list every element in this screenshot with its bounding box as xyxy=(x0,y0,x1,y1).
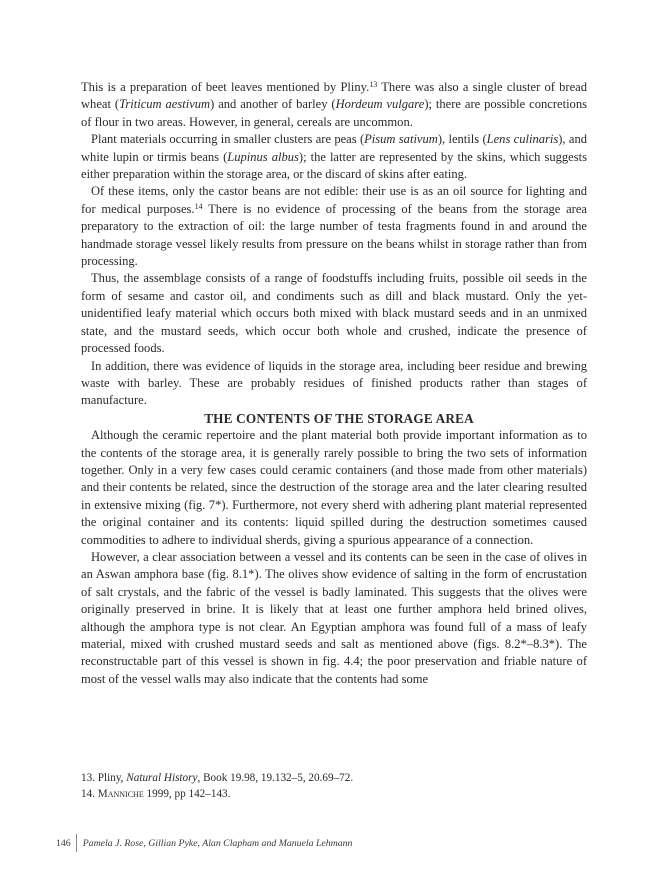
small-caps-text: Manniche xyxy=(97,788,144,800)
italic-text: Natural History xyxy=(126,772,198,784)
body-text xyxy=(81,79,587,688)
text-run: 14. xyxy=(81,788,98,800)
text-run: Plant materials occurring in smaller clusters are peas ( xyxy=(91,132,365,147)
text-run: ), and white lupin or tirmis beans ( xyxy=(81,132,587,164)
text-run: ) and another of barley ( xyxy=(210,97,336,112)
paragraph xyxy=(81,549,587,688)
footer-divider xyxy=(76,834,77,852)
text-run: This is a preparation of beet leaves mentioned by Pliny. xyxy=(81,80,370,94)
italic-text: Hordeum vulgare xyxy=(335,97,425,112)
italic-text: Lens culinaris xyxy=(486,132,559,147)
footnote-ref: 14 xyxy=(194,201,203,211)
italic-text: Pisum sativum xyxy=(364,132,438,147)
text-run: ), lentils ( xyxy=(437,132,487,147)
footnote xyxy=(81,786,587,802)
footnote xyxy=(81,770,587,786)
paragraphs-before xyxy=(81,79,587,410)
text-run: There is no evidence of processing of the beans from the storage area preparatory to the extraction of oil: the large number of testa fragments found in and around the handmade storage vessel likely results from pressure on the beans whilst in storage rather than from processing. xyxy=(81,201,587,269)
paragraph xyxy=(81,131,587,183)
text-run: , Book 19.98, 19.132–5, 20.69–72. xyxy=(197,772,354,784)
paragraphs-after xyxy=(81,427,587,688)
footnote-ref: 13 xyxy=(369,80,378,89)
text-run: ); the latter are represented by the skins, which suggests either preparation within the storage area, or the discard of skins after eating. xyxy=(81,149,587,182)
page-number: 146 xyxy=(56,837,71,849)
paragraph xyxy=(81,358,587,410)
text-run: 13. Pliny, xyxy=(81,772,127,784)
text-run: There was also a single cluster of bread wheat ( xyxy=(81,80,587,112)
text-run: Although the ceramic repertoire and the plant material both provide important information as to the contents of the storage area, it is generally rarely possible to bring the two sets of information together. Only in a very few cases could ceramic containers (and those made from other materials) and their contents be related, since the destruction of the storage area and the later clearing resulted in extensive mixing (fig. 7*). Furthermore, not every sherd with adhering plant material represented the original container and its contents: liquid spilled during the destruction sometimes caused commodities to adhere to individual sherds, giving a spurious appearance of a connection. xyxy=(81,428,587,547)
text-run: Thus, the assemblage consists of a range of foodstuffs including fruits, possible oil seeds in the form of sesame and castor oil, and condiments such as dill and black mustard. Only the yet-unidentified leafy material which occurs both mixed with black mustard seeds and in an unmixed state, and the mustard seeds, which occur both whole and crushed, indicate the presence of processed foods. xyxy=(81,271,587,356)
text-run: However, a clear association between a vessel and its contents can be seen in the case of olives in an Aswan amphora base (fig. 8.1*). The olives show evidence of salting in the form of encrustation of salt crystals, and the fabric of the vessel is badly laminated. This suggests that the olives were originally preserved in brine. It is likely that at least one further amphora held brined olives, although the amphora type is not clear. An Egyptian amphora was found full of a mass of leafy material, mixed with crushed mustard seeds and salt as mentioned above (figs. 8.2*–8.3*). The reconstructable part of this vessel is shown in fig. 4.4; the poor preservation and friable nature of most of the vessel walls may also indicate that the contents had some xyxy=(81,549,587,686)
paragraph xyxy=(81,427,587,549)
text-run: In addition, there was evidence of liquids in the storage area, including beer residue and brewing waste with barley. These are probably residues of finished products rather than stages of manufacture. xyxy=(81,358,587,408)
footnotes xyxy=(81,770,587,802)
section-heading: THE CONTENTS OF THE STORAGE AREA xyxy=(204,410,474,426)
paragraph xyxy=(81,183,587,270)
running-footer-authors: Pamela J. Rose, Gillian Pyke, Alan Clapham and Manuela Lehmann xyxy=(82,837,353,849)
text-run: ); there are possible concretions of flour in two areas. However, in general, cereals are uncommon. xyxy=(81,97,587,129)
page-footer xyxy=(56,834,352,852)
italic-text: Triticum aestivum xyxy=(119,97,211,112)
text-run: 1999, pp 142–143. xyxy=(143,788,231,800)
paragraph xyxy=(81,79,587,131)
italic-text: Lupinus albus xyxy=(227,149,299,164)
text-run: Of these items, only the castor beans are not edible: their use is as an oil source for lighting and for medical purposes. xyxy=(81,184,587,216)
paragraph xyxy=(81,270,587,357)
